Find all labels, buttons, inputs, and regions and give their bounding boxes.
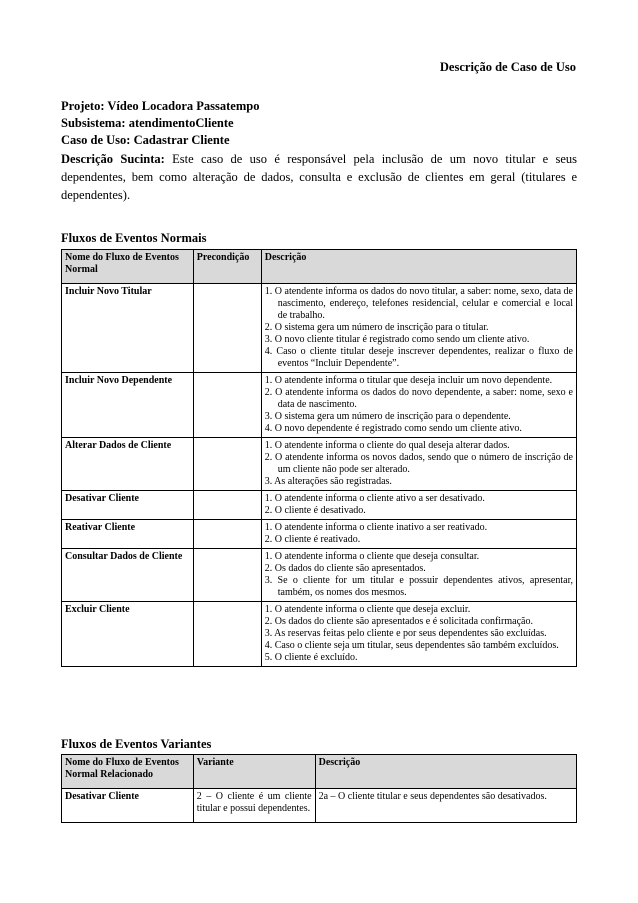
table-header-row [62, 755, 577, 789]
flow-name: Consultar Dados de Cliente [62, 549, 194, 602]
table-row [62, 602, 577, 667]
variant-flows-title: Fluxos de Eventos Variantes [61, 737, 212, 751]
precondition [193, 549, 261, 602]
variant-condition: 2 – O cliente é um cliente titular e possui dependentes. [193, 789, 315, 823]
flow-name: Desativar Cliente [62, 491, 194, 520]
flow-step: 1. O atendente informa os dados do novo titular, a saber: nome, sexo, data de nascimento, endereço, telefones residencial, celular e comercial e local de trabalho. [264, 286, 573, 321]
flow-description [261, 284, 576, 373]
flow-step: 1. O atendente informa o cliente inativo a ser reativado. [264, 522, 488, 533]
variant-description: 2a – O cliente titular e seus dependentes são desativados. [315, 789, 576, 823]
flow-step: 4. O novo dependente é registrado como sendo um cliente ativo. [264, 423, 522, 434]
table-row [62, 373, 577, 438]
table-row [62, 491, 577, 520]
normal-flows-title: Fluxos de Eventos Normais [61, 231, 207, 245]
flow-name: Incluir Novo Titular [62, 284, 194, 373]
description-label: Descrição Sucinta: [61, 152, 165, 166]
flow-name: Alterar Dados de Cliente [62, 438, 194, 491]
flow-step: 1. O atendente informa o cliente que deseja excluir. [264, 604, 471, 615]
normal-flows-table [61, 249, 577, 667]
column-header-precondition: Precondição [193, 250, 261, 284]
flow-step: 3. Se o cliente for um titular e possuir dependentes ativos, apresentar, também, os nomes dos mesmos. [264, 575, 573, 598]
flow-description [261, 491, 576, 520]
flow-step: 1. O atendente informa o cliente que deseja consultar. [264, 551, 480, 562]
flow-step: 3. As reservas feitas pelo cliente e por seus dependentes são excluídas. [264, 628, 547, 639]
column-header-variant: Variante [193, 755, 315, 789]
description-text: Este caso de uso é responsável pela inclusão de um novo titular e seus dependentes, bem como alteração de dados, consulta e exclusão de clientes em geral (titulares e dependentes). [61, 152, 577, 202]
related-flow-name: Desativar Cliente [62, 789, 194, 823]
column-header-name: Nome do Fluxo de Eventos Normal [62, 250, 194, 284]
subsystem-name: Subsistema: atendimentoCliente [61, 116, 234, 130]
flow-step: 1. O atendente informa o cliente do qual deseja alterar dados. [264, 440, 510, 451]
flow-step: 3. O sistema gera um número de inscrição para o dependente. [264, 411, 511, 422]
table-header-row [62, 250, 577, 284]
table-row [62, 438, 577, 491]
flow-name: Excluir Cliente [62, 602, 194, 667]
flow-step: 5. O cliente é excluído. [264, 652, 358, 663]
table-row [62, 284, 577, 373]
use-case-name: Caso de Uso: Cadastrar Cliente [61, 133, 230, 147]
flow-step: 2. Os dados do cliente são apresentados. [264, 563, 426, 574]
precondition [193, 602, 261, 667]
flow-description [261, 373, 576, 438]
flow-description [261, 549, 576, 602]
flow-step: 2. O atendente informa os novos dados, sendo que o número de inscrição de um cliente não pode ser alterado. [264, 452, 573, 475]
project-info [61, 98, 259, 149]
flow-step: 3. O novo cliente titular é registrado como sendo um cliente ativo. [264, 334, 530, 345]
flow-step: 2. O cliente é reativado. [264, 534, 361, 545]
flow-name: Reativar Cliente [62, 520, 194, 549]
precondition [193, 491, 261, 520]
precondition [193, 438, 261, 491]
flow-name: Incluir Novo Dependente [62, 373, 194, 438]
flow-step: 2. Os dados do cliente são apresentados e é solicitada confirmação. [264, 616, 533, 627]
column-header-related-flow: Nome do Fluxo de Eventos Normal Relacionado [62, 755, 194, 789]
precondition [193, 520, 261, 549]
flow-step: 4. Caso o cliente titular deseje inscrever dependentes, realizar o fluxo de eventos “Incluir Dependente”. [264, 346, 573, 369]
flow-step: 2. O atendente informa os dados do novo dependente, a saber: nome, sexo e data de nascimento. [264, 387, 573, 410]
table-row [62, 789, 577, 823]
table-row [62, 520, 577, 549]
column-header-description: Descrição [261, 250, 576, 284]
variant-flows-table [61, 754, 577, 823]
flow-step: 1. O atendente informa o titular que deseja incluir um novo dependente. [264, 375, 553, 386]
flow-step: 3. As alterações são registradas. [264, 476, 392, 487]
precondition [193, 373, 261, 438]
flow-description [261, 520, 576, 549]
flow-description [261, 438, 576, 491]
precondition [193, 284, 261, 373]
flow-description [261, 602, 576, 667]
flow-step: 1. O atendente informa o cliente ativo a ser desativado. [264, 493, 485, 504]
column-header-description: Descrição [315, 755, 576, 789]
project-name: Projeto: Vídeo Locadora Passatempo [61, 99, 260, 113]
flow-step: 4. Caso o cliente seja um titular, seus dependentes são também excluídos. [264, 640, 559, 651]
flow-step: 2. O cliente é desativado. [264, 505, 366, 516]
flow-step: 2. O sistema gera um número de inscrição para o titular. [264, 322, 489, 333]
table-row [62, 549, 577, 602]
brief-description [61, 150, 577, 204]
document-title: Descrição de Caso de Uso [439, 60, 576, 74]
